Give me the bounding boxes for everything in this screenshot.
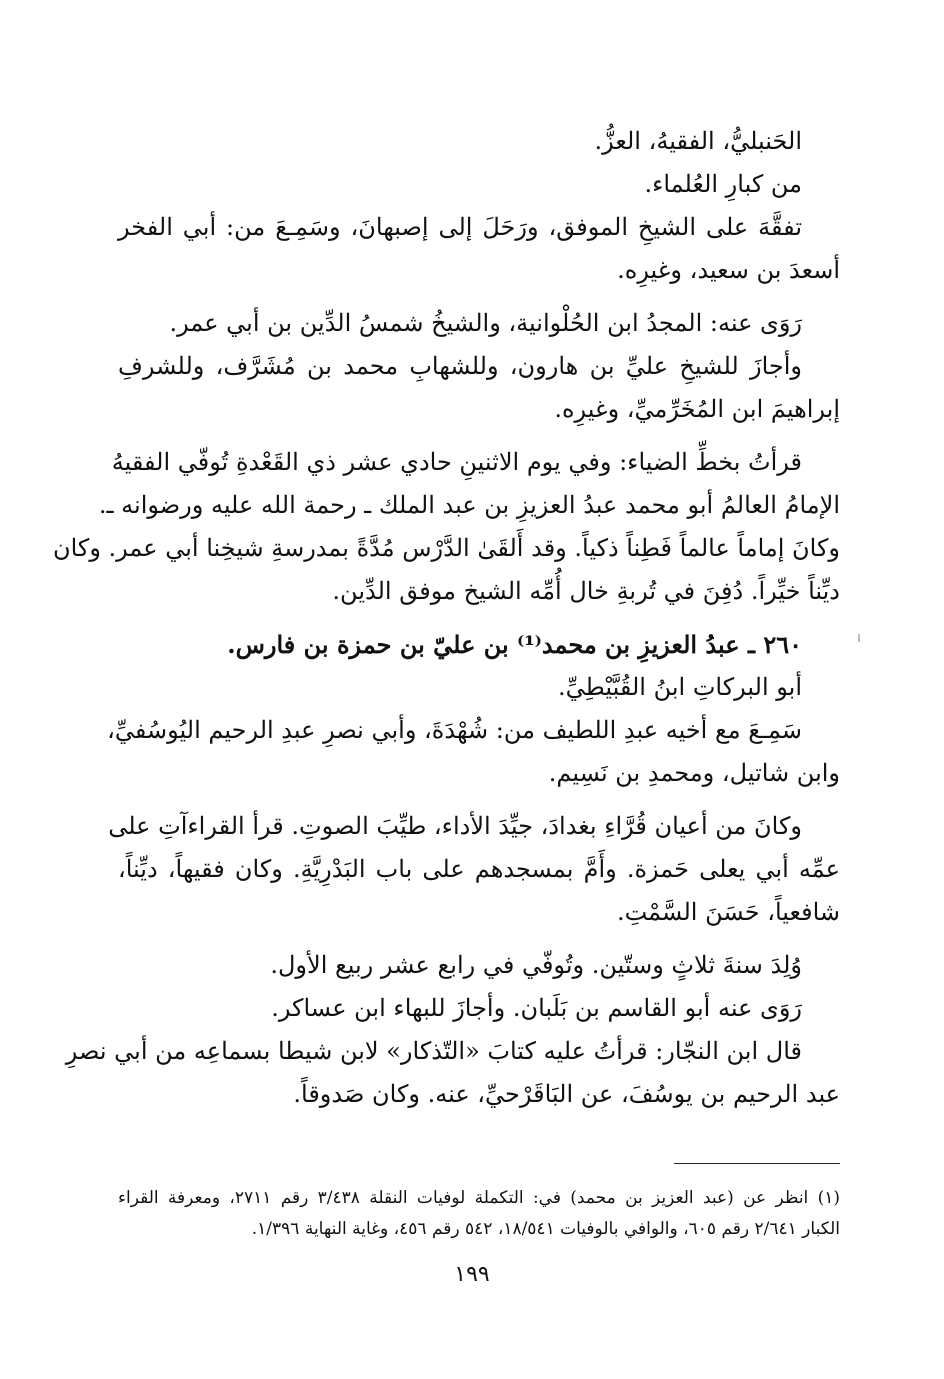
- footnotes: [118, 1183, 840, 1245]
- paragraph: [107, 623, 840, 795]
- text-line: من كبارِ العُلماء.: [644, 170, 802, 198]
- text-line: شافعياً، حَسَنَ السَّمْتِ.: [616, 898, 840, 926]
- text-line: الحَنبليُّ، الفقيهُ، العزُّ.: [594, 127, 802, 155]
- text-line: ديِّناً خيِّراً. دُفِنَ في تُربةِ خال أُمِّه الشيخ موفق الدِّين.: [332, 577, 840, 605]
- text-line: عبد الرحيم بن يوسُفَ، عن البَاقَرْحيِّ، عنه. وكان صَدوقاً.: [293, 1080, 840, 1108]
- text-line: وكانَ إماماً عالماً فَطِناً ذكياً. وقد أَلقَىٰ الدَّرْس مُدَّةً بمدرسةِ شيخِنا أبي عمر. وكان: [52, 534, 840, 562]
- paragraph: [118, 120, 840, 292]
- text-line: رَوَى عنه: المجدُ ابن الحُلْوانية، والشيخُ شمسُ الدِّين بن أبي عمر.: [169, 309, 802, 337]
- text-line: وُلِدَ سنةَ ثلاثٍ وستّين. وتُوفّي في رابع عشر ربيع الأول.: [270, 951, 802, 979]
- text-line: أبو البركاتِ ابنُ القُبَّيْطِيِّ.: [558, 673, 802, 701]
- text-line: أسعدَ بن سعيد، وغيرِه.: [617, 256, 840, 284]
- paragraph: [118, 302, 840, 431]
- entry-heading: ٢٦٠ ـ عبدُ العزيزِ بن محمد⁽¹⁾ بن عليّ بن حمزة بن فارس.: [227, 630, 802, 659]
- text-line: وأجازَ للشيخِ عليِّ بن هارون، وللشهابِ محمد بن مُشَرَّف، وللشرفِ: [118, 352, 802, 380]
- text-line: سَمِـعَ مع أخيه عبدِ اللطيف من: شُهْدَةَ، وأبي نصرِ عبدِ الرحيم اليُوسُفيِّ،: [107, 716, 802, 744]
- text-line: تفقَّهَ على الشيخِ الموفق، ورَحَلَ إلى إصبهانَ، وسَمِـعَ من: أبي الفخر: [118, 213, 802, 241]
- paragraph: [65, 944, 840, 1116]
- footnote-separator: [674, 1163, 840, 1164]
- text-line: عمِّه أبي يعلى حَمزة. وأَمَّ بمسجدهم على باب البَدْرِيَّةِ. وكان فقيهاً، ديِّناً،: [118, 855, 840, 883]
- scan-speck: [858, 634, 860, 642]
- text-line: رَوَى عنه أبو القاسم بن بَلَبان. وأجازَ للبهاء ابن عساكر.: [271, 994, 802, 1022]
- text-line: وابن شاتيل، ومحمدِ بن نَسِيم.: [548, 759, 840, 787]
- page-number: ١٩٩: [454, 1262, 490, 1287]
- text-line: قرأتُ بخطِّ الضياء: وفي يوم الاثنينِ حادي عشر ذي القَعْدةِ تُوفّي الفقيهُ: [111, 448, 802, 476]
- paragraph: [108, 805, 840, 934]
- text-line: إبراهيمَ ابن المُخَرِّميِّ، وغيرِه.: [554, 395, 840, 423]
- paragraph: [52, 441, 840, 613]
- footnote-line: (١) انظر عن (عبد العزيز بن محمد) في: التكملة لوفيات النقلة ٣/٤٣٨ رقم ٢٧١١، ومعرفة القراء: [118, 1188, 840, 1208]
- footnote-line: الكبار ٢/٦٤١ رقم ٦٠٥، والوافي بالوفيات ١٨/٥٤١، ٥٤٢ رقم ٤٥٦، وغاية النهاية ١/٣٩٦.: [251, 1219, 840, 1239]
- text-line: الإمامُ العالمُ أبو محمد عبدُ العزيزِ بن عبد الملك ـ رحمة الله عليه ورضوانه ـ.: [98, 491, 840, 519]
- text-line: وكانَ من أعيان قُرَّاءِ بغدادَ، جيِّدَ الأداء، طيِّبَ الصوتِ. قرأ القراءآتِ على: [108, 812, 802, 840]
- page-body: [52, 120, 840, 1116]
- text-line: قال ابن النجّار: قرأتُ عليه كتابَ «التّذكار» لابن شيطا بسماعِه من أبي نصرِ: [65, 1037, 802, 1065]
